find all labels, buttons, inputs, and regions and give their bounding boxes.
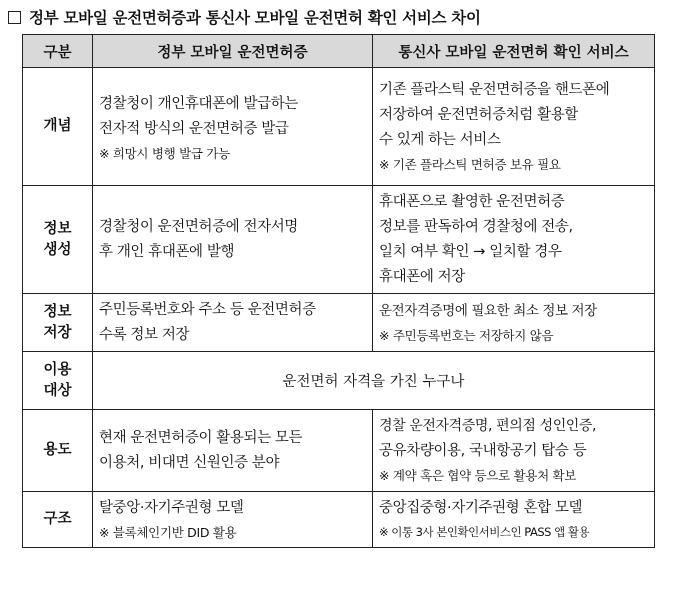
table-row — [23, 352, 655, 410]
table-row — [23, 186, 655, 294]
label-line: 정보 — [43, 220, 72, 237]
comparison-table — [22, 34, 655, 548]
row-label — [23, 186, 93, 294]
cell-note: ※ 이통 3사 본인확인서비스인 PASS 앱 활용 — [379, 524, 590, 539]
cell-line: 운전자격증명에 필요한 최소 정보 저장 — [379, 302, 597, 319]
label-line: 이용 — [43, 361, 72, 378]
cell-line: 경찰청이 운전면허증에 전자서명 — [99, 218, 298, 235]
label-line: 저장 — [43, 324, 72, 341]
cell-line: 일치 여부 확인 → 일치할 경우 — [379, 243, 562, 260]
table-row — [23, 492, 655, 548]
row-label: 개념 — [23, 68, 93, 186]
cell-line: 저장하여 운전면허증처럼 활용할 — [379, 106, 578, 123]
cell-line: 기존 플라스틱 운전면허증을 핸드폰에 — [379, 81, 610, 98]
cell-line: 탈중앙·자기주권형 모델 — [99, 499, 244, 516]
title-text: 정부 모바일 운전면허증과 통신사 모바일 운전면허 확인 서비스 차이 — [29, 9, 481, 27]
gov-cell — [93, 68, 373, 186]
telecom-cell — [373, 492, 655, 548]
cell-note: ※ 블록체인기반 DID 활용 — [99, 524, 237, 540]
header-telecom: 통신사 모바일 운전면허 확인 서비스 — [373, 35, 655, 68]
checkbox-square-icon — [8, 11, 21, 24]
table-row — [23, 410, 655, 492]
cell-note: ※ 희망시 병행 발급 가능 — [99, 146, 230, 161]
cell-line: 후 개인 휴대폰에 발행 — [99, 243, 235, 260]
cell-line: 이용처, 비대면 신원인증 분야 — [99, 454, 280, 471]
cell-line: 현재 운전면허증이 활용되는 모든 — [99, 429, 303, 446]
header-category: 구분 — [23, 35, 93, 68]
row-label — [23, 352, 93, 410]
telecom-cell — [373, 294, 655, 352]
telecom-cell — [373, 186, 655, 294]
page-title — [8, 6, 481, 28]
label-line: 생성 — [43, 241, 72, 258]
table-row — [23, 294, 655, 352]
cell-line: 중앙집중형·자기주권형 혼합 모델 — [379, 499, 583, 516]
gov-cell — [93, 410, 373, 492]
gov-cell — [93, 186, 373, 294]
header-gov: 정부 모바일 운전면허증 — [93, 35, 373, 68]
cell-line: 주민등록번호와 주소 등 운전면허증 — [99, 301, 316, 318]
label-line: 정보 — [43, 303, 72, 320]
gov-cell — [93, 294, 373, 352]
cell-line: 수록 정보 저장 — [99, 326, 190, 343]
cell-note: ※ 계약 혹은 협약 등으로 활용처 확보 — [379, 468, 577, 483]
cell-line: 휴대폰에 저장 — [379, 268, 465, 285]
cell-line: 전자적 방식의 운전면허증 발급 — [99, 121, 289, 137]
header-row — [23, 35, 655, 68]
table-row — [23, 68, 655, 186]
cell-line: 경찰 운전자격증명, 편의점 성인인증, — [379, 418, 597, 434]
cell-line: 공유차량이용, 국내항공기 탑승 등 — [379, 443, 587, 459]
cell-line: 경찰청이 개인휴대폰에 발급하는 — [99, 96, 298, 112]
merged-cell: 운전면허 자격을 가진 누구나 — [93, 352, 655, 410]
row-label — [23, 294, 93, 352]
gov-cell — [93, 492, 373, 548]
cell-line: 수 있게 하는 서비스 — [379, 131, 501, 148]
row-label: 구조 — [23, 492, 93, 548]
cell-line: 정보를 판독하여 경찰청에 전송, — [379, 218, 573, 235]
telecom-cell — [373, 68, 655, 186]
telecom-cell — [373, 410, 655, 492]
label-line: 대상 — [43, 382, 72, 399]
cell-line: 휴대폰으로 촬영한 운전면허증 — [379, 193, 565, 210]
row-label: 용도 — [23, 410, 93, 492]
cell-note: ※ 기존 플라스틱 면허증 보유 필요 — [379, 156, 561, 172]
cell-note: ※ 주민등록번호는 저장하지 않음 — [379, 327, 554, 343]
